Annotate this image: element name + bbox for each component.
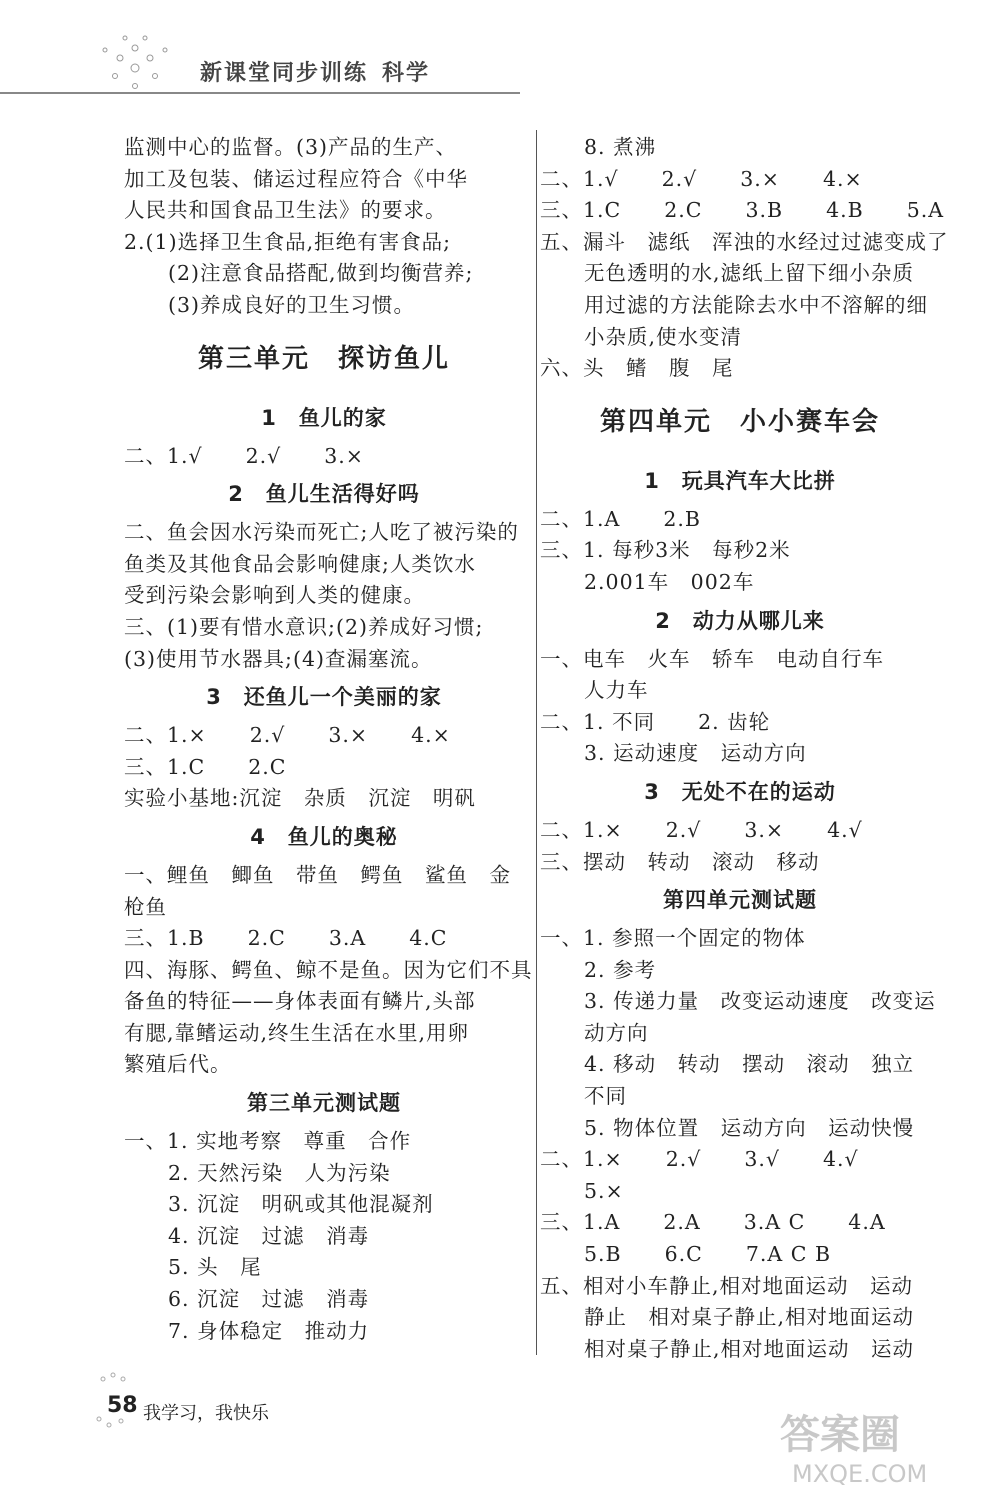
answer-line: 5. 头 尾 — [168, 1255, 262, 1280]
answer-line: 5. 物体位置 运动方向 运动快慢 — [584, 1115, 915, 1140]
answer-line: 一、1. 实地考察 尊重 合作 — [124, 1129, 412, 1154]
answer-line: 鱼类及其他食品会影响健康;人类饮水 — [124, 551, 476, 576]
answer-line: 不同 — [584, 1084, 627, 1109]
answer-line: 一、鲤鱼 鲫鱼 带鱼 鳄鱼 鲨鱼 金 — [124, 862, 511, 887]
subject-label: 科学 — [382, 61, 431, 86]
answer-line: 二、鱼会因水污染而死亡;人吃了被污染的 — [124, 520, 519, 545]
answer-line: 六、头 鳍 腹 尾 — [540, 356, 734, 381]
unit-title: 第四单元 小小赛车会 — [599, 406, 880, 437]
answer-line: 繁殖后代。 — [124, 1052, 232, 1077]
answer-line: 二、1.× 2.√ 3.√ 4.√ — [540, 1147, 859, 1172]
lesson-title: 4 鱼儿的奥秘 — [250, 824, 398, 849]
answer-line: 二、1.× 2.√ 3.× 4.√ — [540, 817, 863, 842]
answer-line: 4. 移动 转动 摆动 滚动 独立 — [584, 1052, 915, 1077]
answer-line: (3)使用节水器具;(4)查漏塞流。 — [124, 646, 433, 671]
text-line: 监测中心的监督。(3)产品的生产、 — [124, 135, 458, 159]
answer-line: 四、海豚、鳄鱼、鲸不是鱼。因为它们不具 — [124, 957, 533, 982]
answer-line: 实验小基地:沉淀 杂质 沉淀 明矾 — [124, 786, 476, 811]
answer-line: 一、1. 参照一个固定的物体 — [540, 926, 806, 951]
answer-line: 备鱼的特征——身体表面有鳞片,头部 — [124, 989, 476, 1014]
footer-slogan: 我学习，我快乐 — [143, 1403, 269, 1424]
answer-line: 2.001车 002车 — [584, 569, 755, 594]
answer-line: 二、1. 不同 2. 齿轮 — [540, 709, 771, 734]
left-column — [124, 132, 533, 1347]
test-title: 第四单元测试题 — [663, 888, 817, 913]
answer-line: 三、1.A 2.A 3.A C 4.A — [540, 1210, 886, 1235]
text-line: 人民共和国食品卫生法》的要求。 — [124, 198, 447, 223]
answer-line: 5.× — [584, 1178, 624, 1203]
answer-line: 二、1.√ 2.√ 3.× — [124, 443, 364, 468]
answer-line: 7. 身体稳定 推动力 — [168, 1318, 370, 1343]
answer-line: 二、1.× 2.√ 3.× 4.× — [124, 723, 451, 748]
answer-line: 五、漏斗 滤纸 浑浊的水经过过滤变成了 — [540, 229, 949, 254]
lesson-title: 1 玩具汽车大比拼 — [644, 468, 836, 493]
answer-line: 无色透明的水,滤纸上留下细小杂质 — [584, 261, 915, 286]
answer-line: 5.B 6.C 7.A C B — [584, 1242, 832, 1267]
answer-line: 相对桌子静止,相对地面运动 运动 — [584, 1336, 915, 1361]
answer-line: 三、1. 每秒3米 每秒2米 — [540, 538, 791, 563]
answer-line: 三、1.C 2.C 3.B 4.B 5.A — [540, 198, 945, 223]
answer-line: 小杂质,使水变清 — [584, 324, 743, 349]
text-line: 加工及包装、储运过程应符合《中华 — [124, 166, 468, 191]
answer-line: 6. 沉淀 过滤 消毒 — [168, 1287, 370, 1312]
answer-line: 4. 沉淀 过滤 消毒 — [168, 1223, 370, 1248]
column-divider — [536, 130, 537, 1355]
lesson-title: 2 动力从哪儿来 — [655, 608, 825, 633]
lesson-title: 3 还鱼儿一个美丽的家 — [206, 685, 442, 710]
page-number: 58 — [107, 1393, 138, 1418]
unit-title: 第三单元 探访鱼儿 — [197, 343, 450, 374]
answer-line: 有腮,靠鳍运动,终生生活在水里,用卵 — [124, 1020, 470, 1045]
lesson-title: 1 鱼儿的家 — [261, 405, 387, 430]
answer-line: 3. 运动速度 运动方向 — [584, 741, 807, 766]
text-line: (3)养成良好的卫生习惯。 — [168, 292, 416, 317]
answer-line: 2. 参考 — [584, 957, 657, 982]
answer-line: 3. 沉淀 明矾或其他混凝剂 — [168, 1192, 434, 1217]
answer-line: 三、(1)要有惜水意识;(2)养成好习惯; — [124, 614, 484, 639]
answer-line: 枪鱼 — [124, 894, 167, 919]
book-title: 新课堂同步训练 — [200, 61, 369, 86]
answer-line: 五、相对小车静止,相对地面运动 运动 — [540, 1273, 914, 1298]
answer-line: 受到污染会影响到人类的健康。 — [124, 583, 425, 608]
answer-line: 静止 相对桌子静止,相对地面运动 — [584, 1305, 915, 1330]
answer-line: 二、1.A 2.B — [540, 506, 701, 531]
watermark-text: 答案圈 — [780, 1412, 900, 1458]
text-line: 2.(1)选择卫生食品,拒绝有害食品; — [124, 229, 452, 254]
answer-line: 三、1.C 2.C — [124, 754, 287, 779]
answer-line: 三、1.B 2.C 3.A 4.C — [124, 926, 448, 951]
answer-line: 一、电车 火车 轿车 电动自行车 — [540, 646, 884, 671]
answer-line: 人力车 — [584, 678, 649, 703]
header-rule — [0, 92, 520, 94]
lesson-title: 3 无处不在的运动 — [644, 779, 836, 804]
text-line: (2)注意食品搭配,做到均衡营养; — [168, 261, 474, 286]
page-header — [0, 0, 1000, 110]
answer-line: 二、1.√ 2.√ 3.× 4.× — [540, 166, 863, 191]
answer-line: 2. 天然污染 人为污染 — [168, 1160, 391, 1185]
right-column — [540, 132, 949, 1365]
header-title — [200, 56, 430, 87]
answer-line: 用过滤的方法能除去水中不溶解的细 — [584, 292, 928, 317]
decorative-dots-icon — [95, 28, 185, 98]
lesson-title: 2 鱼儿生活得好吗 — [228, 482, 420, 507]
answer-line: 动方向 — [584, 1020, 649, 1045]
test-title: 第三单元测试题 — [247, 1091, 401, 1116]
answer-line: 三、摆动 转动 滚动 移动 — [540, 849, 820, 874]
answer-line: 8. 煮沸 — [584, 135, 657, 159]
watermark-logo — [770, 1400, 980, 1490]
watermark-url: MXQE.COM — [792, 1460, 928, 1488]
answer-line: 3. 传递力量 改变运动速度 改变运 — [584, 989, 936, 1014]
